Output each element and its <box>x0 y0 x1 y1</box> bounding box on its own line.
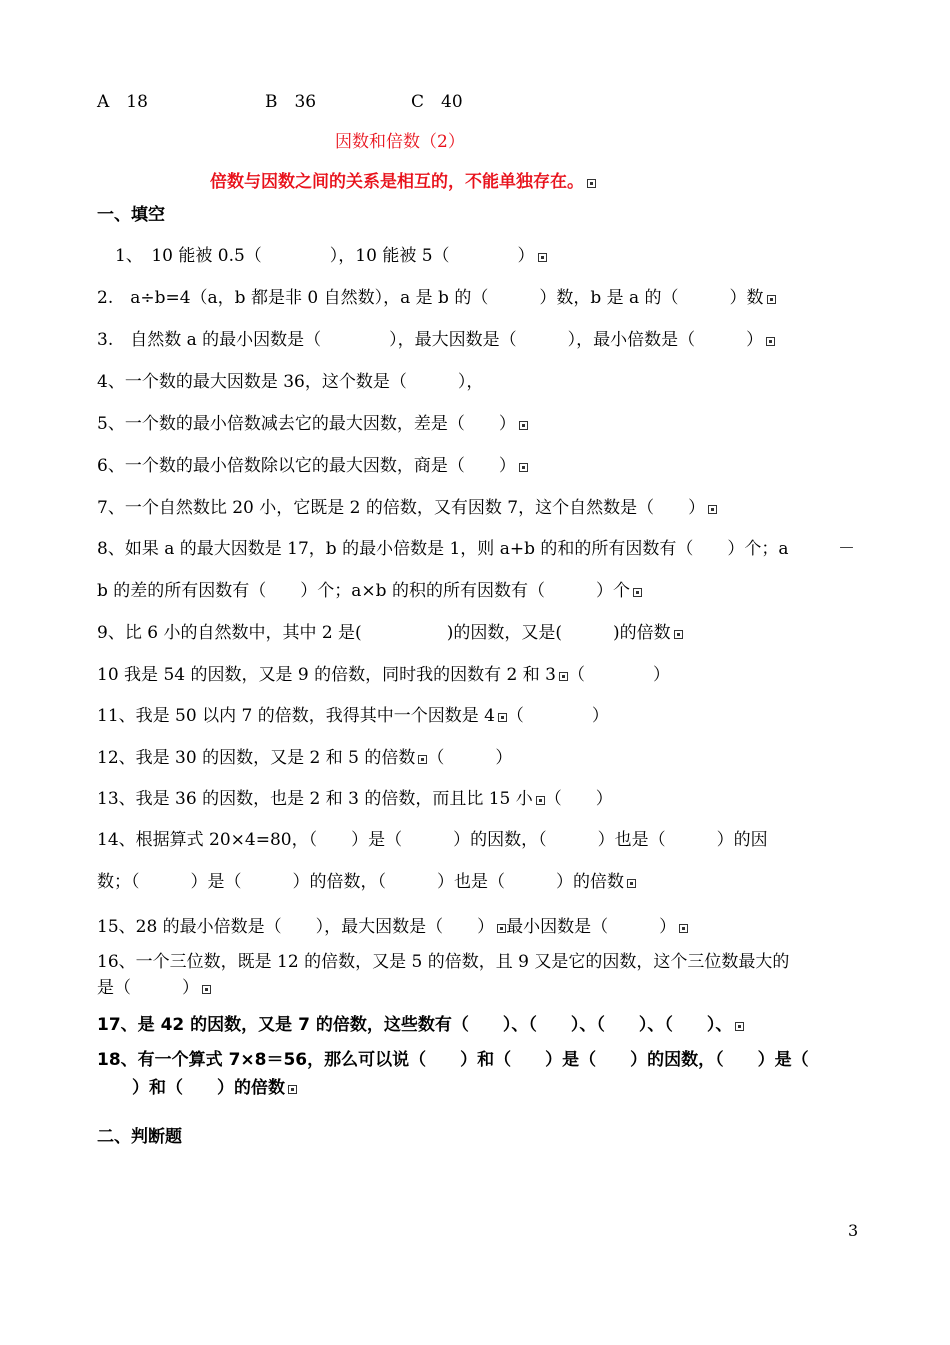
question-2 <box>97 287 776 309</box>
question-12-answer: （ ） <box>427 748 513 768</box>
page-number: 3 <box>848 1221 859 1240</box>
question-6 <box>97 455 528 477</box>
question-16-line-1: 16、一个三位数，既是 12 的倍数，又是 5 的倍数，且 9 又是它的因数，这个三位数最大的 <box>97 952 790 972</box>
question-4: 4、一个数的最大因数是 36，这个数是（ ）， <box>97 372 484 392</box>
part2-heading: 二、判断题 <box>97 1127 182 1147</box>
question-10 <box>97 664 670 686</box>
question-18-line-2-text: ）和（ ）的倍数 <box>132 1078 285 1098</box>
paragraph-mark-icon <box>587 179 596 188</box>
paragraph-mark-icon <box>519 421 528 430</box>
question-2-text: 2. a÷b=4（a，b 都是非 0 自然数），a 是 b 的（ ）数，b 是 a 的（ ）数 <box>97 288 764 308</box>
paragraph-mark-icon <box>633 588 642 597</box>
paragraph-mark-icon <box>679 924 688 933</box>
question-13-text: 13、我是 36 的因数，也是 2 和 3 的倍数，而且比 15 小 <box>97 789 533 809</box>
question-3-text: 3. 自然数 a 的最小因数是（ ），最大因数是（ ），最小倍数是（ ） <box>97 330 764 350</box>
paragraph-mark-icon <box>767 295 776 304</box>
part1-heading: 一、填空 <box>97 205 165 225</box>
question-12-text: 12、我是 30 的因数，又是 2 和 5 的倍数 <box>97 748 416 768</box>
question-13 <box>97 788 613 810</box>
question-10-answer: （ ） <box>567 665 670 685</box>
note-text: 倍数与因数之间的关系是相互的，不能单独存在。 <box>210 172 584 192</box>
question-8-line-1: 8、如果 a 的最大因数是 17，b 的最小倍数是 1，则 a+b 的和的所有因数有（ ）个；a <box>97 539 789 559</box>
question-14-line-1: 14、根据算式 20×4=80，（ ）是（ ）的因数，（ ）也是（ ）的因 <box>97 830 768 850</box>
question-16-line-2 <box>97 977 211 999</box>
question-5 <box>97 413 528 435</box>
question-13-answer: （ ） <box>544 789 613 809</box>
paragraph-mark-icon <box>674 630 683 639</box>
question-7 <box>97 497 717 519</box>
question-9 <box>97 622 683 644</box>
question-1 <box>115 245 547 267</box>
paragraph-mark-icon <box>627 879 636 888</box>
question-1-text: 1、 10 能被 0.5（ ），10 能被 5（ ） <box>115 246 535 266</box>
question-17-text: 17、是 42 的因数，又是 7 的倍数，这些数有（ ）、（ ）、（ ）、（ ）、 <box>97 1015 733 1035</box>
paragraph-mark-icon <box>519 463 528 472</box>
paragraph-mark-icon <box>708 505 717 514</box>
paragraph-mark-icon <box>288 1085 297 1094</box>
question-11 <box>97 705 609 727</box>
choice-a: A 18 <box>97 92 148 112</box>
question-16-line-2-text: 是（ ） <box>97 978 199 998</box>
question-15-rest: 最小因数是（ ） <box>506 917 677 937</box>
question-11-text: 11、我是 50 以内 7 的倍数，我得其中一个因数是 4 <box>97 706 495 726</box>
section-title: 因数和倍数（2） <box>335 132 465 152</box>
paragraph-mark-icon <box>536 796 545 805</box>
question-7-text: 7、一个自然数比 20 小，它既是 2 的倍数，又有因数 7，这个自然数是（ ） <box>97 498 706 518</box>
question-8-line-2 <box>97 580 642 602</box>
question-15 <box>97 916 688 938</box>
paragraph-mark-icon <box>735 1022 744 1031</box>
paragraph-mark-icon <box>498 713 507 722</box>
paragraph-mark-icon <box>497 924 506 933</box>
paragraph-mark-icon <box>538 253 547 262</box>
paragraph-mark-icon <box>202 985 211 994</box>
question-9-text: 9、比 6 小的自然数中，其中 2 是( )的因数，又是( )的倍数 <box>97 623 671 643</box>
note <box>210 171 596 193</box>
question-18-line-1: 18、有一个算式 7×8＝56，那么可以说（ ）和（ ）是（ ）的因数，（ ）是（ <box>97 1050 809 1070</box>
question-18-line-2 <box>132 1077 297 1099</box>
question-17 <box>97 1014 744 1036</box>
choice-b: B 36 <box>265 92 317 112</box>
choice-c: C 40 <box>411 92 463 112</box>
question-10-text: 10 我是 54 的因数，又是 9 的倍数，同时我的因数有 2 和 3 <box>97 665 556 685</box>
question-8-line-2-text: b 的差的所有因数有（ ）个；a×b 的积的所有因数有（ ）个 <box>97 581 630 601</box>
paragraph-mark-icon <box>766 337 775 346</box>
question-3 <box>97 329 775 351</box>
question-6-text: 6、一个数的最小倍数除以它的最大因数，商是（ ） <box>97 456 516 476</box>
question-5-text: 5、一个数的最小倍数减去它的最大因数，差是（ ） <box>97 414 516 434</box>
question-15-text: 15、28 的最小倍数是（ ），最大因数是（ ） <box>97 917 495 937</box>
question-14-line-2 <box>97 871 636 893</box>
question-12 <box>97 747 512 769</box>
question-11-answer: （ ） <box>506 706 609 726</box>
question-14-line-2-text: 数；（ ）是（ ）的倍数，（ ）也是（ ）的倍数 <box>97 872 624 892</box>
paragraph-mark-icon <box>418 755 427 764</box>
paragraph-mark-icon <box>559 672 568 681</box>
question-8-minus: － <box>838 539 855 559</box>
